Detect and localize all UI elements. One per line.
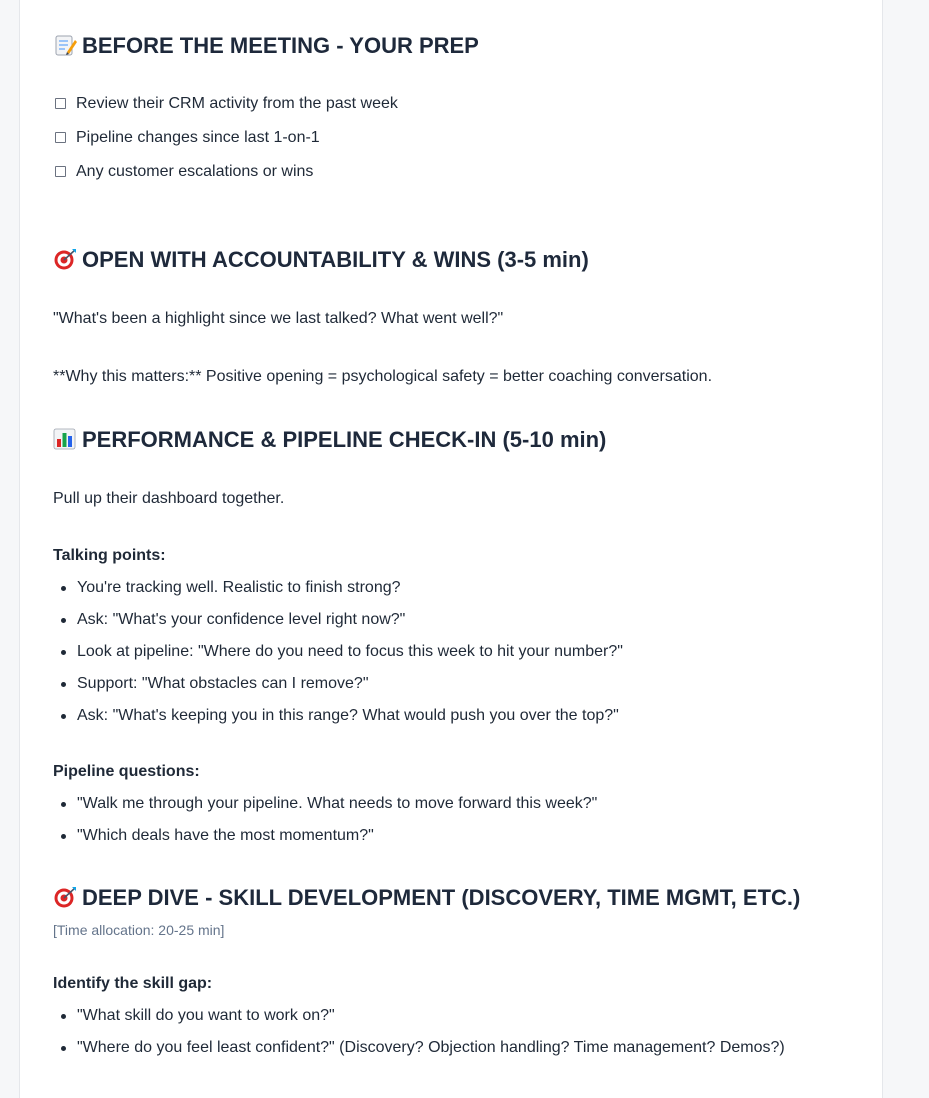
talking-points-label: Talking points:	[53, 547, 166, 564]
list-item: Look at pipeline: "Where do you need to focus this week to hit your number?"	[53, 641, 623, 673]
checklist-text: Pipeline changes since last 1-on-1	[76, 129, 320, 146]
section-heading-performance	[53, 427, 606, 453]
checklist-text: Review their CRM activity from the past week	[76, 95, 398, 112]
section-title: OPEN WITH ACCOUNTABILITY & WINS (3-5 min)	[82, 247, 589, 272]
performance-intro: Pull up their dashboard together.	[53, 490, 285, 507]
section-heading-prep	[53, 33, 479, 59]
target-icon	[53, 248, 77, 270]
checklist-item[interactable]	[53, 163, 313, 181]
list-item: "Walk me through your pipeline. What needs to move forward this week?"	[53, 793, 597, 825]
checkbox[interactable]	[55, 132, 66, 143]
checkbox[interactable]	[55, 166, 66, 177]
checklist-text: Any customer escalations or wins	[76, 163, 314, 180]
section-title: BEFORE THE MEETING - YOUR PREP	[82, 33, 479, 58]
list-item: Ask: "What's keeping you in this range? What would push you over the top?"	[53, 705, 623, 737]
pipeline-questions-label: Pipeline questions:	[53, 763, 200, 780]
talking-points-list	[53, 577, 623, 737]
list-item: Ask: "What's your confidence level right now?"	[53, 609, 623, 641]
list-item: "Which deals have the most momentum?"	[53, 825, 597, 857]
bar-chart-icon	[53, 428, 77, 450]
skill-gap-list	[53, 1005, 785, 1069]
section-heading-open	[53, 247, 589, 273]
document-page	[19, 0, 883, 1098]
memo-icon	[53, 34, 77, 56]
list-item: Support: "What obstacles can I remove?"	[53, 673, 623, 705]
why-it-matters: **Why this matters:** Positive opening = psychological safety = better coaching conversation.	[53, 368, 713, 385]
checkbox[interactable]	[55, 98, 66, 109]
section-heading-deep-dive	[53, 885, 800, 911]
time-allocation-note: [Time allocation: 20-25 min]	[53, 922, 225, 938]
skill-gap-label: Identify the skill gap:	[53, 975, 213, 992]
section-title: PERFORMANCE & PIPELINE CHECK-IN (5-10 min)	[82, 427, 607, 452]
list-item: You're tracking well. Realistic to finish strong?	[53, 577, 623, 609]
target-icon	[53, 886, 77, 908]
list-item: "What skill do you want to work on?"	[53, 1005, 785, 1037]
section-title: DEEP DIVE - SKILL DEVELOPMENT (DISCOVERY, TIME MGMT, ETC.)	[82, 885, 801, 910]
checklist-item[interactable]	[53, 129, 320, 147]
checklist-item[interactable]	[53, 95, 398, 113]
opening-quote: "What's been a highlight since we last talked? What went well?"	[53, 310, 504, 327]
list-item: "Where do you feel least confident?" (Discovery? Objection handling? Time management? Demos?)	[53, 1037, 785, 1069]
pipeline-questions-list	[53, 793, 597, 857]
